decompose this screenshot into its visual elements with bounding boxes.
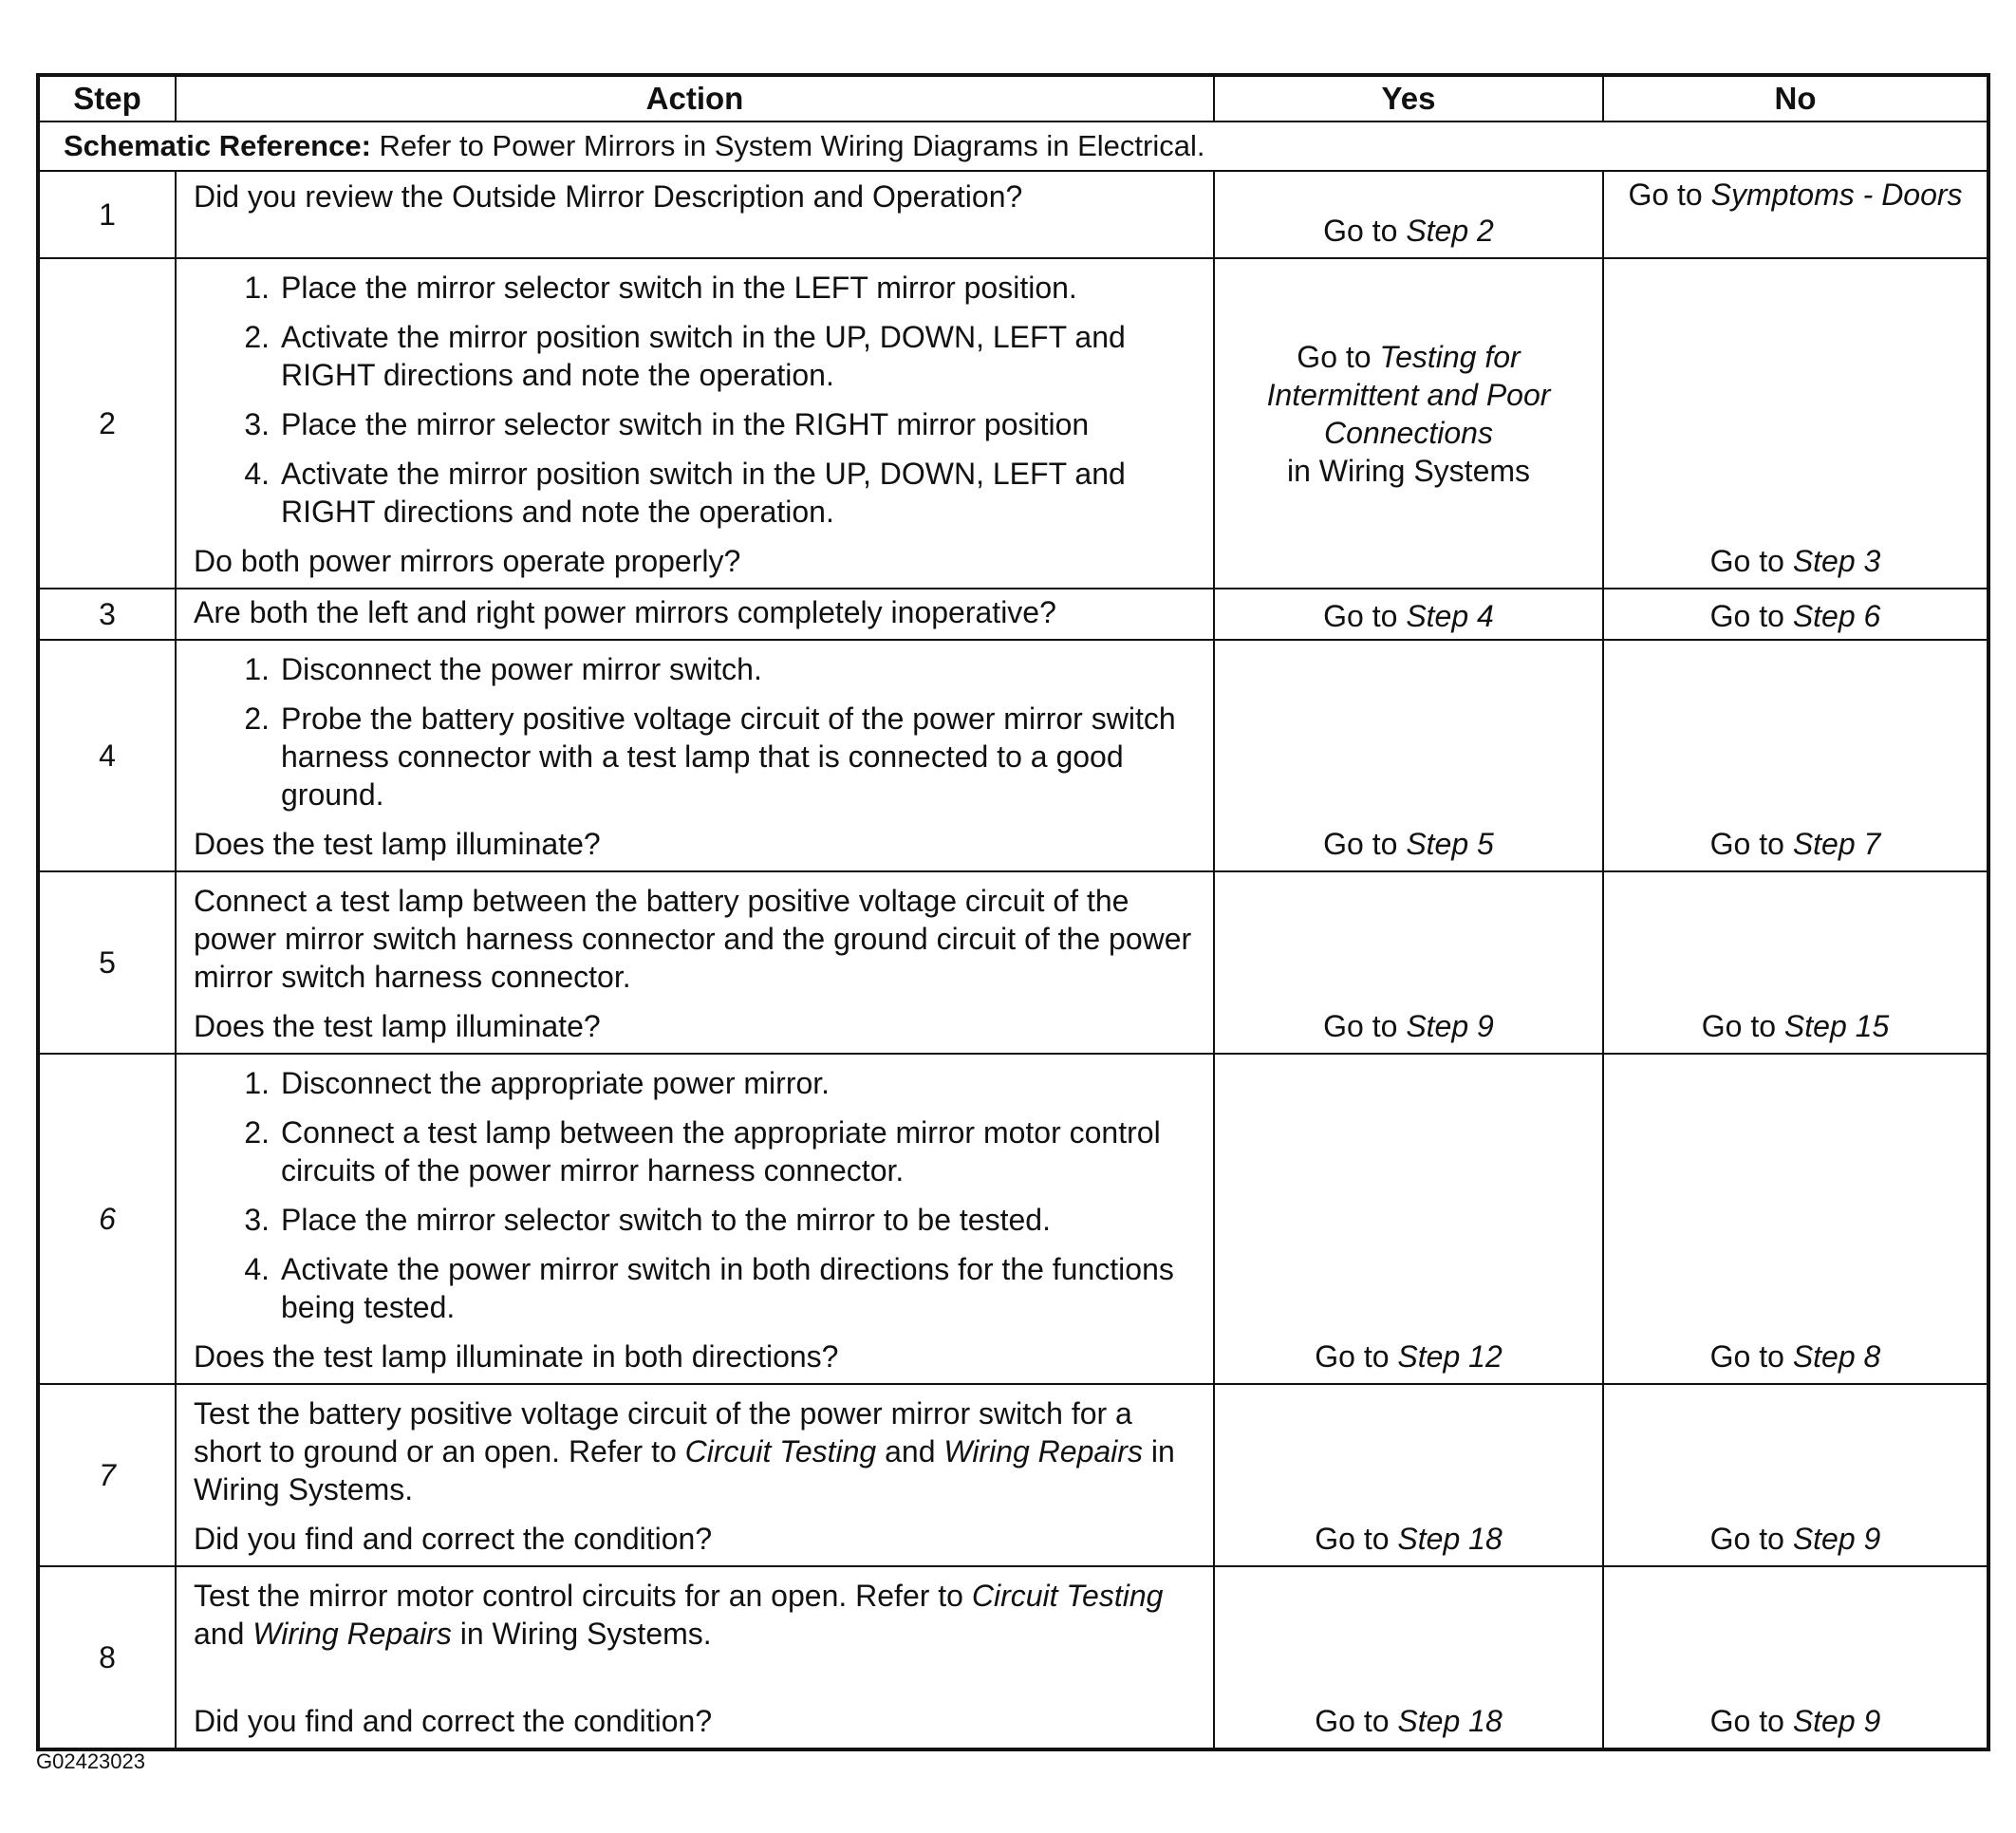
yes-prefix: Go to — [1297, 340, 1380, 374]
step-number: 2 — [38, 258, 176, 589]
yes-link[interactable]: Step 5 — [1406, 827, 1494, 861]
yes-link[interactable]: Step 4 — [1406, 599, 1494, 633]
table-row — [38, 1566, 1988, 1749]
yes-link[interactable]: Testing for Intermittent and Poor Connections — [1266, 340, 1551, 450]
yes-link[interactable]: Step 12 — [1397, 1339, 1503, 1374]
step-number: 5 — [38, 871, 176, 1054]
no-prefix: Go to — [1709, 1339, 1793, 1374]
yes-prefix: Go to — [1323, 827, 1407, 861]
action-cell — [176, 258, 1214, 589]
yes-prefix: Go to — [1315, 1704, 1398, 1738]
action-step-item: 4. Activate the power mirror switch in both directions for the functions being tested. — [244, 1252, 1174, 1324]
no-link[interactable]: Symptoms - Doors — [1710, 178, 1963, 212]
yes-prefix: Go to — [1323, 1009, 1407, 1043]
no-link[interactable]: Step 9 — [1792, 1704, 1881, 1738]
yes-link[interactable]: Step 18 — [1397, 1704, 1503, 1738]
action-step-item: 1. Disconnect the power mirror switch. — [244, 652, 762, 686]
yes-suffix: in Wiring Systems — [1286, 454, 1531, 488]
action-step-item: 1. Place the mirror selector switch in the LEFT mirror position. — [244, 271, 1077, 305]
action-question: Does the test lamp illuminate in both directions? — [194, 1339, 839, 1374]
action-question: Do both power mirrors operate properly? — [194, 544, 741, 578]
action-steps — [194, 1064, 1196, 1326]
no-prefix: Go to — [1709, 1522, 1793, 1556]
yes-cell — [1214, 640, 1603, 871]
step-number: 8 — [38, 1566, 176, 1749]
no-link[interactable]: Step 15 — [1783, 1009, 1890, 1043]
action-question: Does the test lamp illuminate? — [194, 827, 601, 861]
action-body: Test the mirror motor control circuits for an open. Refer to Circuit Testing and Wiring Repairs in Wiring Systems. — [194, 1579, 1164, 1651]
action-step-item: 2. Probe the battery positive voltage circuit of the power mirror switch harness connector with a test lamp that is connected to a good ground. — [244, 701, 1176, 812]
step-number: 3 — [38, 589, 176, 640]
header-no: No — [1603, 75, 1988, 122]
yes-prefix: Go to — [1315, 1522, 1398, 1556]
no-link[interactable]: Step 8 — [1792, 1339, 1881, 1374]
wiring-repairs-link[interactable]: Wiring Repairs — [252, 1617, 452, 1651]
no-link[interactable]: Step 3 — [1792, 544, 1881, 578]
yes-cell — [1214, 589, 1603, 640]
yes-prefix: Go to — [1315, 1339, 1398, 1374]
no-cell — [1603, 1384, 1988, 1566]
action-cell — [176, 1566, 1214, 1749]
action-steps — [194, 269, 1196, 531]
action-body: Test the battery positive voltage circuit of the power mirror switch for a short to ground or an open. Refer to Circuit Testing and Wiring Repairs in Wiring Systems. — [194, 1396, 1175, 1506]
yes-cell — [1214, 1054, 1603, 1384]
action-step-item: 3. Place the mirror selector switch to the mirror to be tested. — [244, 1203, 1051, 1237]
action-question: Are both the left and right power mirrors completely inoperative? — [194, 595, 1056, 629]
yes-prefix: Go to — [1323, 214, 1407, 248]
circuit-testing-link[interactable]: Circuit Testing — [971, 1579, 1164, 1613]
yes-cell — [1214, 1384, 1603, 1566]
yes-cell — [1214, 171, 1603, 258]
action-cell — [176, 171, 1214, 258]
header-action: Action — [176, 75, 1214, 122]
step-number: 6 — [38, 1054, 176, 1384]
no-link[interactable]: Step 7 — [1792, 827, 1881, 861]
table-row — [38, 589, 1988, 640]
action-cell — [176, 589, 1214, 640]
yes-cell — [1214, 871, 1603, 1054]
schematic-reference-row — [38, 122, 1988, 171]
no-cell — [1603, 640, 1988, 871]
table-row — [38, 871, 1988, 1054]
header-yes: Yes — [1214, 75, 1603, 122]
no-cell — [1603, 1566, 1988, 1749]
action-cell — [176, 640, 1214, 871]
schematic-reference-label: Schematic Reference: — [64, 129, 371, 162]
action-question: Did you find and correct the condition? — [194, 1704, 713, 1738]
step-number: 4 — [38, 640, 176, 871]
no-cell — [1603, 871, 1988, 1054]
no-link[interactable]: Step 6 — [1792, 599, 1881, 633]
yes-prefix: Go to — [1323, 599, 1407, 633]
circuit-testing-link[interactable]: Circuit Testing — [684, 1434, 877, 1468]
yes-link[interactable]: Step 18 — [1397, 1522, 1503, 1556]
action-question: Does the test lamp illuminate? — [194, 1009, 601, 1043]
table-row — [38, 1054, 1988, 1384]
table-row — [38, 258, 1988, 589]
action-step-item: 4. Activate the mirror position switch in the UP, DOWN, LEFT and RIGHT directions and note the operation. — [244, 457, 1126, 529]
table-row — [38, 1384, 1988, 1566]
yes-link[interactable]: Step 9 — [1406, 1009, 1494, 1043]
action-step-item: 2. Activate the mirror position switch in the UP, DOWN, LEFT and RIGHT directions and note the operation. — [244, 320, 1126, 392]
action-cell — [176, 1054, 1214, 1384]
step-number: 1 — [38, 171, 176, 258]
diagnostic-table — [36, 73, 1990, 1751]
action-question: Did you find and correct the condition? — [194, 1522, 713, 1556]
wiring-repairs-link[interactable]: Wiring Repairs — [943, 1434, 1143, 1468]
no-prefix: Go to — [1701, 1009, 1784, 1043]
no-cell — [1603, 258, 1988, 589]
yes-cell — [1214, 1566, 1603, 1749]
no-prefix: Go to — [1709, 827, 1793, 861]
table-row — [38, 171, 1988, 258]
action-body: Connect a test lamp between the battery positive voltage circuit of the power mirror switch harness connector and the ground circuit of the power mirror switch harness connector. — [194, 884, 1192, 994]
yes-cell — [1214, 258, 1603, 589]
action-question: Did you review the Outside Mirror Description and Operation? — [194, 179, 1023, 214]
no-link[interactable]: Step 9 — [1792, 1522, 1881, 1556]
no-prefix: Go to — [1709, 544, 1793, 578]
figure-id: G02423023 — [36, 1749, 145, 1773]
no-prefix: Go to — [1628, 178, 1711, 212]
yes-link[interactable]: Step 2 — [1406, 214, 1494, 248]
schematic-reference-text: Refer to Power Mirrors in System Wiring Diagrams in Electrical. — [370, 129, 1205, 162]
header-step: Step — [38, 75, 176, 122]
action-step-item: 1. Disconnect the appropriate power mirror. — [244, 1066, 831, 1100]
no-cell — [1603, 589, 1988, 640]
action-cell — [176, 1384, 1214, 1566]
action-step-item: 3. Place the mirror selector switch in the RIGHT mirror position — [244, 407, 1090, 441]
action-cell — [176, 871, 1214, 1054]
action-steps — [194, 650, 1196, 814]
no-prefix: Go to — [1709, 1704, 1793, 1738]
step-number: 7 — [38, 1384, 176, 1566]
no-cell — [1603, 171, 1988, 258]
action-step-item: 2. Connect a test lamp between the appropriate mirror motor control circuits of the power mirror harness connector. — [244, 1115, 1161, 1188]
table-row — [38, 640, 1988, 871]
no-prefix: Go to — [1709, 599, 1793, 633]
no-cell — [1603, 1054, 1988, 1384]
header-row — [38, 75, 1988, 122]
schematic-reference — [38, 122, 1988, 171]
